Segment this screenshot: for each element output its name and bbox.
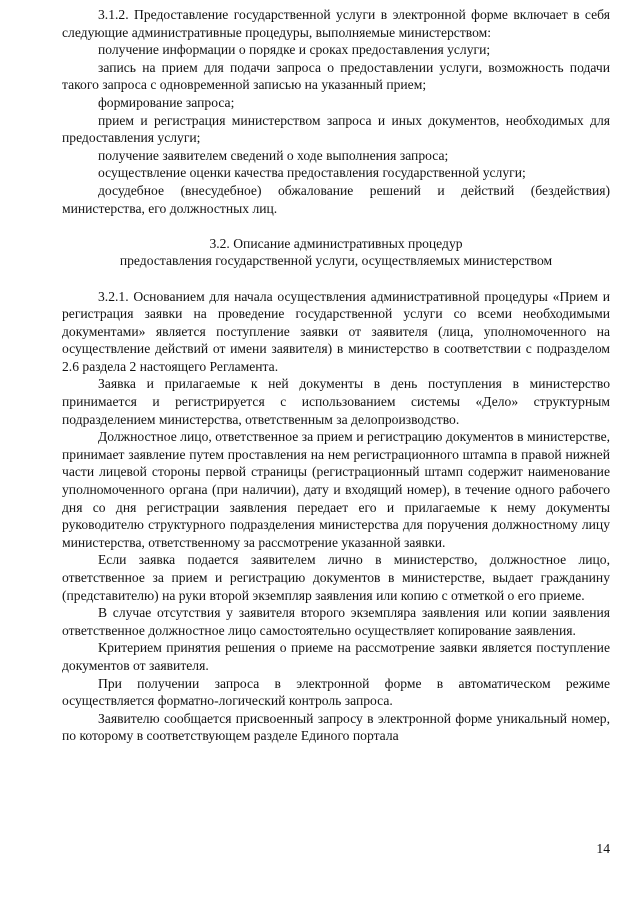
list-item-appeal: досудебное (внесудебное) обжалование решений и действий (бездействия) министерства, его должностных лиц. bbox=[62, 182, 610, 216]
list-item-registration: прием и регистрация министерством запроса и иных документов, необходимых для предоставления услуги; bbox=[62, 112, 610, 146]
list-item-form-request: формирование запроса; bbox=[98, 94, 235, 110]
list-item-info: получение информации о порядке и сроках предоставления услуги; bbox=[98, 42, 491, 58]
paragraph-3-2-1-basis: 3.2.1. Основанием для начала осуществления административной процедуры «Прием и регистрация заявки на проведение государственной услуги со всеми необходимыми документами» является поступление заявки от заявителя (лица, уполномоченного на осуществление действий от имени заявителя) в министерство в соответствии с подразделом 2.6 раздела 2 настоящего Регламента. bbox=[62, 288, 610, 374]
section-heading-line-1: 3.2. Описание административных процедур bbox=[209, 235, 463, 251]
list-item-appointment: запись на прием для подачи запроса о предоставлении услуги, возможность подачи такого запроса с одновременной записью на указанный прием; bbox=[62, 59, 610, 93]
page-number: 14 bbox=[596, 841, 610, 856]
paragraph-criterion: Критерием принятия решения о приеме на рассмотрение заявки является поступление документов от заявителя. bbox=[62, 640, 610, 673]
section-3-2-heading bbox=[62, 235, 610, 270]
spacer bbox=[62, 217, 610, 235]
paragraph-electronic-control: При получении запроса в электронной форме в автоматическом режиме осуществляется форматно-логический контроль запроса. bbox=[62, 675, 610, 709]
document-page bbox=[62, 6, 610, 745]
spacer bbox=[62, 270, 610, 288]
paragraph-official: Должностное лицо, ответственное за прием и регистрацию документов в министерстве, принимает заявление путем проставления на нем регистрационного штампа в правой нижней части лицевой стороны первой страницы (регистрационный штамп содержит наименование уполномоченного органа (при наличии), дату и входящий номер), в течение одного рабочего дня со дня регистрации заявления передает его и прилагаемые к нему документы руководителю структурного подразделения министерства для поручения должностному лицу министерства, ответственному за рассмотрение указанной заявки. bbox=[62, 429, 610, 550]
list-item-quality: осуществление оценки качества предоставления государственной услуги; bbox=[98, 165, 526, 181]
section-3-1-2 bbox=[62, 6, 610, 217]
paragraph-copy: В случае отсутствия у заявителя второго экземпляра заявления или копии заявления ответственное должностное лицо самостоятельно осуществляет копирование заявления. bbox=[62, 605, 610, 638]
list-item-status: получение заявителем сведений о ходе выполнения запроса; bbox=[98, 147, 449, 163]
section-3-2-1 bbox=[62, 288, 610, 745]
paragraph-personal-submission: Если заявка подается заявителем лично в министерство, должностное лицо, ответственное за прием и регистрацию документов в министерстве, выдает гражданину (представителю) на руки второй экземпляр заявления или копию с отметкой о его приеме. bbox=[62, 552, 610, 603]
paragraph-3-1-2-intro: 3.1.2. Предоставление государственной услуги в электронной форме включает в себя следующие административные процедуры, выполняемые министерством: bbox=[62, 7, 610, 40]
paragraph-unique-number: Заявителю сообщается присвоенный запросу в электронной форме уникальный номер, по которому в соответствующем разделе Единого портала bbox=[62, 710, 610, 744]
section-heading-line-2: предоставления государственной услуги, осуществляемых министерством bbox=[119, 253, 553, 269]
paragraph-registration: Заявка и прилагаемые к ней документы в день поступления в министерство принимается и регистрируется с использованием системы «Дело» структурным подразделением министерства, ответственным за делопроизводство. bbox=[62, 376, 610, 427]
